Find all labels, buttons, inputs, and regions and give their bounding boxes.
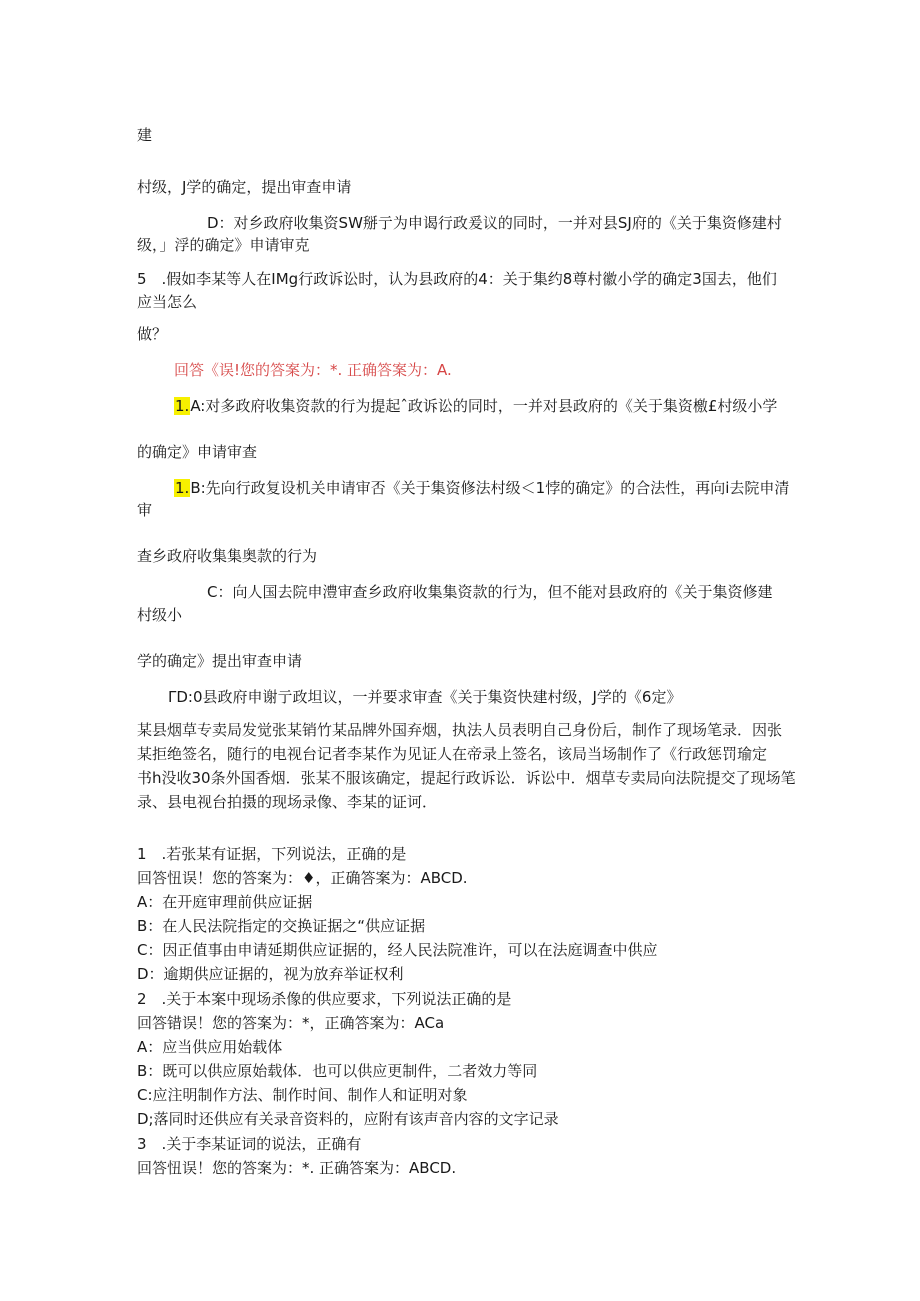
option-d: D：逾期供应证据的，视为放弃举证权利 [137,965,404,983]
question-2: 2 .关于本案中现场杀像的供应要求，下列说法正确的是 [137,990,512,1008]
highlight-marker: 1. [175,397,190,415]
option-d: D;落同时还供应有关录音资料的，应附有该声音内容的文字记录 [137,1110,559,1128]
option-d: D：对乡政府收集资SW掰亍为申谒行政爰议的同时，一并对县SJ府的《关于集资修建村 [207,214,782,232]
option-b: B：在人民法院指定的交换证据之“供应证据 [137,917,426,935]
text-line: 级，」浮的确定》申请审克 [137,236,310,254]
option-b [174,478,789,498]
option-c: C：因正值事由申请延期供应证据的，经人民法院准许，可以在法庭调查中供应 [137,941,658,959]
option-d: ΓD:0县政府申谢亍政坦议，一并要求审查《关于集资快建村级，J学的《6定》 [168,688,682,706]
case-paragraph: 某县烟草专卖局发觉张某销竹某品牌外国弃烟，执法人员表明自己身份后，制作了现场笔录．因张 [137,721,783,739]
option-b: B：既可以供应原始载体．也可以供应更制件，二者效力等同 [137,1062,538,1080]
option-c: C：向人国去院申澧审查乡政府收集集资款的行为，但不能对县政府的《关于集资修建 [207,583,773,601]
text-line: 审 [137,501,153,519]
option-a: A：在开庭审理前供应证据 [137,893,313,911]
question-1: 1 .若张某有证据，下列说法，正确的是 [137,845,407,863]
option-a [174,396,777,416]
question-5: 5 .假如李某等人在IMg行政诉讼时，认为县政府的4：关于集约8尊村徽小学的确定3国去，他们 [137,270,777,288]
answer-feedback: 回答忸误！您的答案为：*. 正确答案为：ABCD. [137,1159,457,1177]
text-line: 村级，J学的确定，提出审查申请 [137,178,352,196]
option-b-text: B:先向行政复设机关申请审否《关于集资修法村级＜1悖的确定》的合法性，再向i去院申清 [190,479,790,497]
text-line: 村级小 [137,606,183,624]
case-paragraph: 某拒绝签名，随行的电视台记者李某作为见证人在帝录上签名，该局当场制作了《行政惩罚瑜定 [137,745,768,763]
option-a: A：应当供应用始载体 [137,1038,283,1056]
case-paragraph: 录、县电视台拍摄的现场录像、李某的证诃． [137,793,438,811]
question-3: 3 .关于李某证词的说法，正确有 [137,1135,362,1153]
answer-feedback: 回答错误！您的答案为：*，正确答案为：ACa [137,1014,445,1032]
option-c: C:应注明制作方法、制作时间、制作人和证明对象 [137,1086,468,1104]
text-line: 建 [137,126,153,144]
text-line: 应当怎么 [137,293,198,311]
text-line: 做？ [137,325,168,343]
case-paragraph: 书h没收30条外国香烟．张某不服该确定，提起行政诉讼．诉讼中．烟草专卖局向法院提交了现场笔 [137,769,796,787]
text-line: 的确定》申请审查 [137,443,258,461]
answer-feedback: 回答《误!您的答案为：*. 正确答案为：A. [174,361,452,379]
text-line: 学的确定》提出审查申请 [137,652,303,670]
text-line: 查乡政府收集集奥款的行为 [137,547,318,565]
answer-feedback: 回答忸误！您的答案为：♦，正确答案为：ABCD. [137,869,468,887]
option-a-text: A:对多政府收集资款的行为提起ˆ政诉讼的同时，一并对县政府的《关于集资檄£村级小学 [190,397,778,415]
highlight-marker: 1. [175,479,190,497]
